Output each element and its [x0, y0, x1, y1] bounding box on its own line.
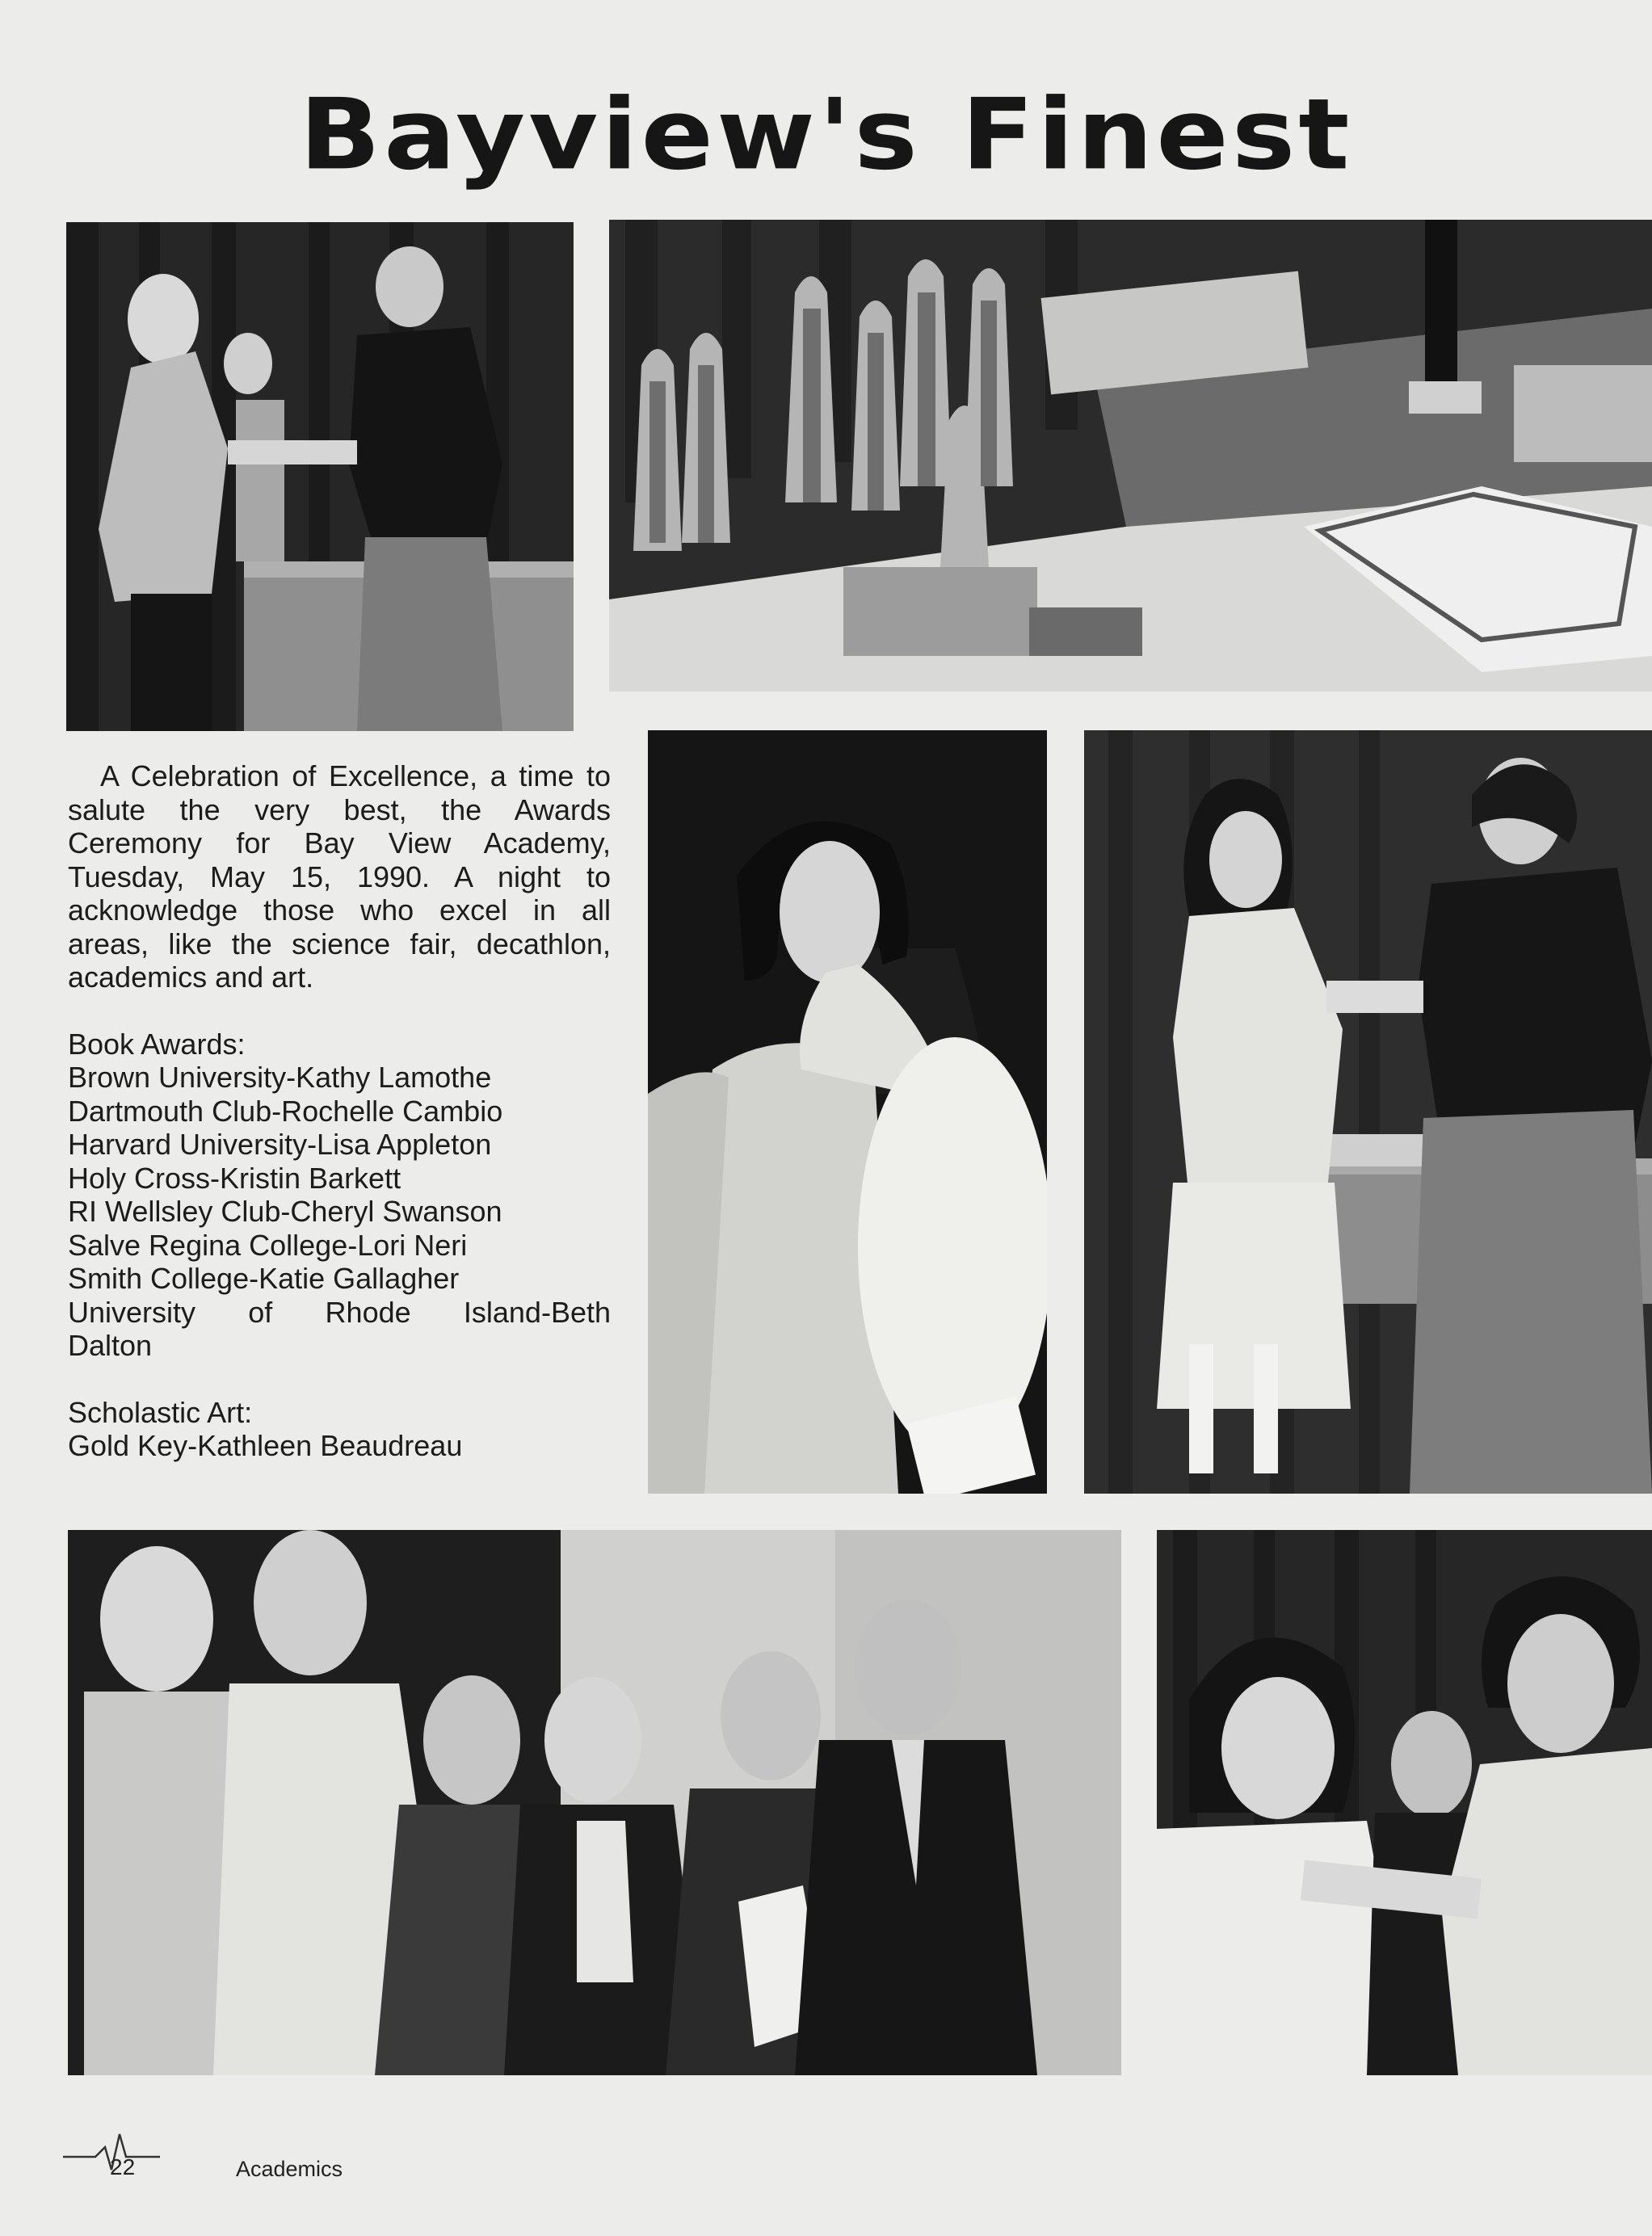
page-number: 22 — [110, 2154, 136, 2179]
award-item: Dartmouth Club-Rochelle Cambio — [68, 1094, 503, 1128]
award-item: Harvard University-Lisa Appleton — [68, 1128, 492, 1161]
photo-handshake-award — [66, 222, 574, 731]
article-text — [68, 759, 611, 1463]
section-label: Academics — [236, 2157, 343, 2181]
award-item: Salve Regina College-Lori Neri — [68, 1228, 468, 1262]
photo-trophies-table — [609, 220, 1652, 691]
photo-handshake-smiling-student — [1157, 1530, 1652, 2075]
photo-faculty-group — [68, 1530, 1121, 2075]
page-title: Bayview's Finest — [299, 78, 1353, 192]
photo-award-presentation — [1084, 730, 1652, 1494]
book-awards-heading: Book Awards: — [68, 1027, 246, 1061]
award-item: Smith College-Katie Gallagher — [68, 1262, 460, 1295]
art-award-item: Gold Key-Kathleen Beaudreau — [68, 1429, 463, 1462]
award-item: RI Wellsley Club-Cheryl Swanson — [68, 1195, 502, 1228]
award-item: University of Rhode Island-Beth — [68, 1295, 611, 1329]
award-item: Dalton — [68, 1329, 153, 1362]
award-item: Holy Cross-Kristin Barkett — [68, 1161, 401, 1195]
award-item: Brown University-Kathy Lamothe — [68, 1061, 492, 1094]
intro-paragraph: A Celebration of Excellence, a time to salute the very best, the Awards Ceremony for Bay View Academy, Tuesday, May 15, 1990. A night to acknowledge those who excel in all areas, like the science fair, decathlon, academics and art. — [68, 759, 611, 994]
photo-student-portrait — [648, 730, 1047, 1494]
scholastic-art-heading: Scholastic Art: — [68, 1395, 253, 1429]
